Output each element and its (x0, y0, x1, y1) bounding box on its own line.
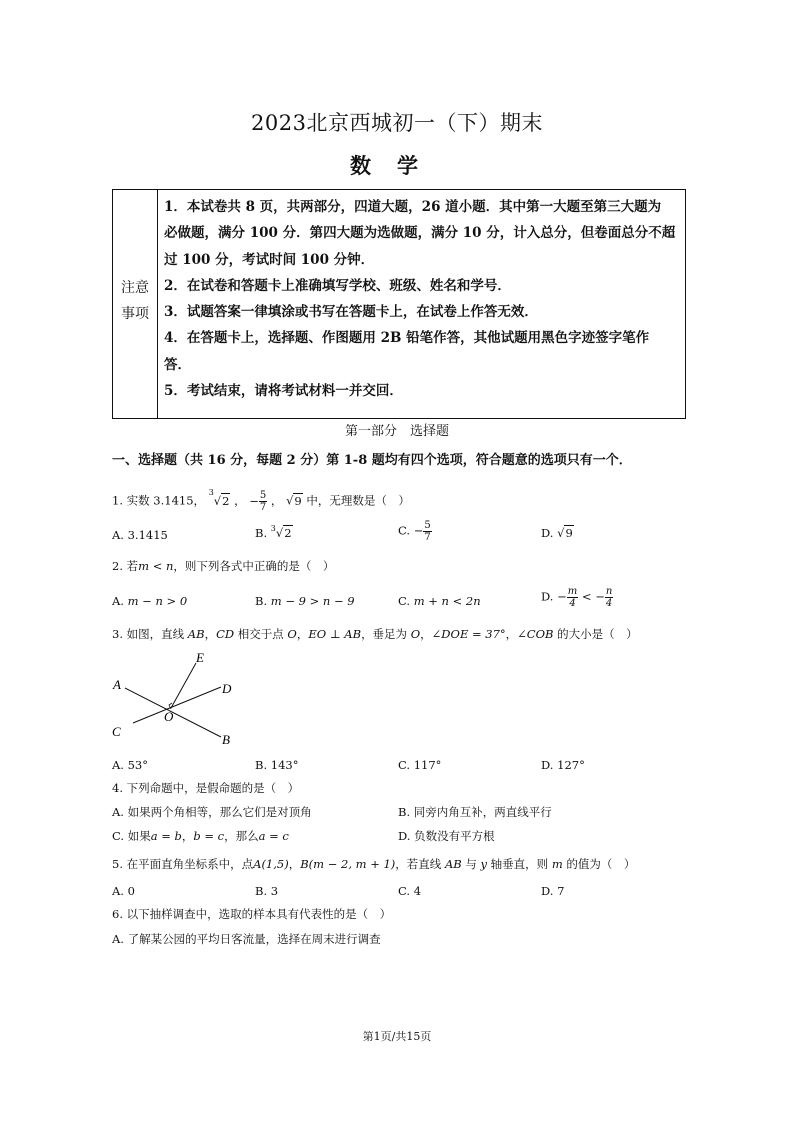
page-title: 2023北京西城初一（下）期末 (251, 111, 543, 135)
page-footer: 第1页/共15页 (362, 1030, 432, 1043)
notice-line: 1．本试卷共 8 页，共两部分，四道大题，26 道小题．其中第一大题至第三大题为 (164, 199, 662, 215)
q1-suffix: 中，无理数是（ ） (306, 493, 410, 508)
q1-option-b: B. $^3$√2 (255, 524, 292, 540)
q3-option-d: D. 127° (541, 758, 585, 772)
line-cd (133, 687, 221, 723)
q5-option-a: A. 0 (112, 884, 135, 898)
q6-option-a: A. 了解某公园的平均日客流量，选择在周末进行调查 (112, 932, 381, 946)
q5-option-b: B. 3 (255, 884, 279, 898)
label-a: A (113, 677, 121, 692)
label-o: O (164, 709, 174, 724)
question-1: 1. 实数 3.1415， $^3$√2 ， − $\frac{5}{7}$ ， √9 中，无理数是（ ） (112, 488, 410, 513)
notice-line: 过 100 分，考试时间 100 分钟． (164, 251, 375, 268)
q4-option-b: B. 同旁内角互补，两直线平行 (398, 805, 552, 819)
label-e: E (196, 650, 204, 665)
q4-option-a: A. 如果两个角相等，那么它们是对顶角 (112, 805, 312, 819)
q3-option-b: B. 143° (255, 758, 299, 772)
q1-option-c: C. − $\frac{5}{7}$ (398, 520, 431, 543)
q5-option-c: C. 4 (398, 884, 422, 898)
section-title: 一、选择题（共 16 分，每题 2 分）第 1-8 题均有四个选项，符合题意的选项只有一个． (112, 453, 632, 468)
question-6: 6. 以下抽样调查中，选取的样本具有代表性的是（ ） (112, 907, 392, 921)
notice-box (112, 189, 686, 419)
notice-line: 4．在答题卡上，选择题、作图题用 2B 铅笔作答，其他试题用黑色字迹签字笔作 (164, 330, 650, 347)
notice-line: 答． (164, 356, 191, 373)
notice-label-cell (113, 190, 158, 418)
question-3: 3. 如图，直线 AB，CD 相交于点 O，EO ⊥ AB，垂足为 O，∠DOE = 37°，∠COB 的大小是（ ） (112, 627, 638, 641)
q2-condition: m < n (138, 559, 174, 573)
part-title: 第一部分 选择题 (344, 424, 449, 439)
label-d: D (222, 681, 232, 696)
notice-label-line2: 事项 (121, 306, 149, 322)
q2-option-d: D. − $\frac{m}{4}$ < − $\frac{n}{4}$ (541, 586, 613, 609)
question-5: 5. 在平面直角坐标系中，点A(1,5)，B(m − 2, m + 1)，若直线 AB 与 y 轴垂直，则 m 的值为（ ） (112, 857, 636, 871)
q1-option-d: D. √9 (541, 526, 573, 540)
line-eo (171, 663, 196, 708)
q5-option-d: D. 7 (541, 884, 565, 898)
q1-option-a: A. 3.1415 (112, 528, 168, 542)
notice-line: 3．试题答案一律填涂或书写在答题卡上，在试卷上作答无效． (164, 304, 538, 321)
q3-figure (105, 645, 245, 755)
question-2: 2. 若m < n，则下列各式中正确的是（ ） (112, 559, 335, 573)
notice-line: 必做题，满分 100 分．第四大题为选做题，满分 10 分，计入总分，但卷面总分不超 (164, 225, 676, 242)
q2-option-a: A. m − n > 0 (112, 594, 188, 608)
q4-option-c: C. 如果a = b，b = c，那么a = c (112, 829, 289, 843)
q2-option-b: B. m − 9 > n − 9 (255, 594, 355, 608)
q1-cbrt: $^3$√2 (208, 488, 230, 508)
notice-content (164, 194, 682, 404)
q4-option-d: D. 负数没有平方根 (398, 829, 495, 843)
notice-line: 5．考试结束，请将考试材料一并交回． (164, 383, 403, 400)
q1-prefix: 1. 实数 3.1415， (112, 493, 206, 508)
label-b: B (222, 732, 230, 747)
question-4: 4. 下列命题中，是假命题的是（ ） (112, 781, 300, 795)
q1-sqrt: √9 (286, 493, 302, 508)
notice-label-line1: 注意 (121, 280, 149, 296)
q3-option-c: C. 117° (398, 758, 442, 772)
label-c: C (112, 724, 121, 739)
q3-option-a: A. 53° (112, 758, 148, 772)
notice-line: 2．在试卷和答题卡上准确填写学校、班级、姓名和学号． (164, 277, 511, 294)
q2-option-c: C. m + n < 2n (398, 594, 481, 608)
q1-fraction: − $\frac{5}{7}$ (249, 490, 267, 513)
subject-title: 数学 (350, 153, 444, 178)
